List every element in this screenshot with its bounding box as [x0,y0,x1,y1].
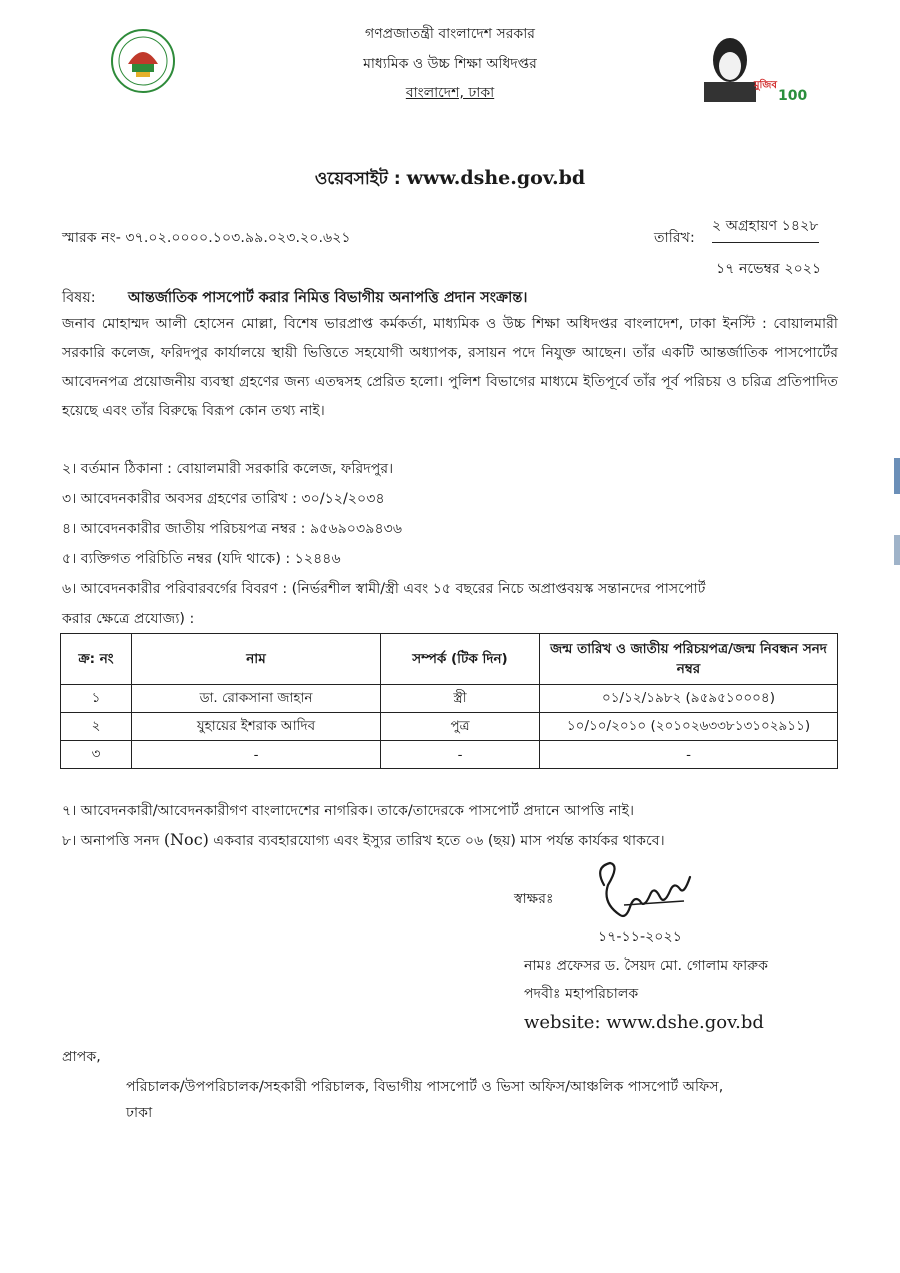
signature-label: স্বাক্ষরঃ [514,891,554,907]
item-current-address: ২। বর্তমান ঠিকানা : বোয়ালমারী সরকারি কলেজ, ফরিদপুর। [62,461,394,477]
cell-relation: - [381,741,540,769]
memo-date-english: ১৭ নভেম্বর ২০২১ [716,261,822,277]
memo-date-label: তারিখ: [654,230,695,246]
noc-text-pre: ৮। অনাপত্তি সনদ [62,833,164,849]
dshe-logo [110,28,176,94]
table-row [61,685,838,713]
cell-name: - [132,741,381,769]
signatory-designation: পদবীঃ মহাপরিচালক [524,986,639,1002]
website-line [0,166,900,194]
cell-name: যুহায়ের ইশরাক আদিব [132,713,381,741]
item-family-details: ৬। আবেদনকারীর পরিবারবর্গের বিবরণ : (নির্ভরশীল স্বামী/স্ত্রী এবং ১৫ বছরের নিচে অপ্রাপ্তবয়স্ক সন্তানদের পাসপোর্ট [62,581,706,597]
family-table [60,633,838,769]
header-directorate: মাধ্যমিক ও উচ্চ শিক্ষা অধিদপ্তর [363,56,537,72]
mujib-100-logo [698,30,808,104]
recipient-label: প্রাপক, [62,1049,101,1065]
col-name: নাম [132,634,381,685]
signature-image [590,855,700,925]
cell-birth-nid: ০১/১২/১৯৮২ (৯৫৯৫১০০০৪) [540,685,838,713]
signatory-name: নামঃ প্রফেসর ড. সৈয়দ মো. গোলাম ফারুক [524,958,769,974]
subject-text: আন্তর্জাতিক পাসপোর্ট করার নিমিত্ত বিভাগীয় অনাপত্তি প্রদান সংক্রান্ত। [128,290,528,306]
cell-birth-nid: - [540,741,838,769]
recipient-line1: পরিচালক/উপপরিচালক/সহকারী পরিচালক, বিভাগীয় পাসপোর্ট ও ভিসা অফিস/আঞ্চলিক পাসপোর্ট অফিস, [126,1079,724,1095]
header-government: গণপ্রজাতন্ত্রী বাংলাদেশ সরকার [365,26,535,42]
col-birth-nid: জন্ম তারিখ ও জাতীয় পরিচয়পত্র/জন্ম নিবন্ধন সনদ নম্বর [540,634,838,685]
signature-date: ১৭-১১-২০২১ [598,929,682,945]
cell-relation: পুত্র [381,713,540,741]
noc-text-post: একবার ব্যবহারযোগ্য এবং ইস্যুর তারিখ হতে ০৬ (ছয়) মাস পর্যন্ত কার্যকর থাকবে। [208,833,665,849]
item-personal-id: ৫। ব্যক্তিগত পরিচিতি নম্বর (যদি থাকে) : ১২৪৪৬ [62,551,341,567]
cell-relation: স্ত্রী [381,685,540,713]
table-row [61,741,838,769]
signature-website: website: www.dshe.gov.bd [524,1012,764,1033]
subject-label: বিষয়: [62,290,96,306]
item-nid-number: ৪। আবেদনকারীর জাতীয় পরিচয়পত্র নম্বর : ৯৫৬৯০৩৯৪৩৬ [62,521,403,537]
cell-birth-nid: ১০/১০/২০১০ (২০১০২৬৩৩৮১৩১০২৯১১) [540,713,838,741]
memo-number: স্মারক নং- ৩৭.০২.০০০০.১০৩.৯৯.০২৩.২০.৬২১ [62,230,351,246]
cell-name: ডা. রোকসানা জাহান [132,685,381,713]
table-row [61,713,838,741]
col-serial: ক্র: নং [61,634,132,685]
cell-serial: ২ [61,713,132,741]
recipient-line2: ঢাকা [126,1105,153,1121]
header-location: বাংলাদেশ, ঢাকা [405,85,495,101]
cell-serial: ৩ [61,741,132,769]
memo-date-bangla: ২ অগ্রহায়ণ ১৪২৮ [712,215,819,243]
website-url: www.dshe.gov.bd [406,167,586,189]
website-label: ওয়েবসাইট : [314,169,407,189]
body-paragraph: জনাব মোহাম্মদ আলী হোসেন মোল্লা, বিশেষ ভারপ্রাপ্ত কর্মকর্তা, মাধ্যমিক ও উচ্চ শিক্ষা অধিদপ্তর বাংলাদেশ, ঢাকা ইনস্টি : বোয়ালমারী সরকারি কলেজ, ফরিদপুর কার্যালয়ে স্থায়ী ভিত্তিতে সহযোগী অধ্যাপক, রসায়ন পদে নিযুক্ত আছেন। তাঁর একটি আন্তর্জাতিক পাসপোর্টের আবেদনপত্র প্রয়োজনীয় ব্যবস্থা গ্রহণের জন্য এতদ্বসহ প্রেরিত হলো। পুলিশ বিভাগের মাধ্যমে ইতিপূর্বে তাঁর পূর্ব পরিচয় ও চরিত্র প্রতিপাদিত হয়েছে এবং তাঁর বিরুদ্ধে বিরূপ কোন তথ্য নাই। [62,316,838,419]
table-header-row [61,634,838,685]
cell-serial: ১ [61,685,132,713]
edge-mark-top [894,458,900,494]
edge-mark-bottom [894,535,900,565]
item-family-details-cont: করার ক্ষেত্রে প্রযোজ্য) : [62,611,195,627]
item-noc-validity [62,830,665,854]
noc-abbrev: (Noc) [163,830,209,849]
svg-text:100: 100 [778,88,808,104]
svg-text:মুজিব: মুজিব [754,80,777,91]
item-citizenship: ৭। আবেদনকারী/আবেদনকারীগণ বাংলাদেশের নাগরিক। তাকে/তাদেরকে পাসপোর্ট প্রদানে আপত্তি নাই। [62,803,635,819]
item-retirement-date: ৩। আবেদনকারীর অবসর গ্রহণের তারিখ : ৩০/১২/২০৩৪ [62,491,385,507]
col-relation: সম্পর্ক (টিক দিন) [381,634,540,685]
